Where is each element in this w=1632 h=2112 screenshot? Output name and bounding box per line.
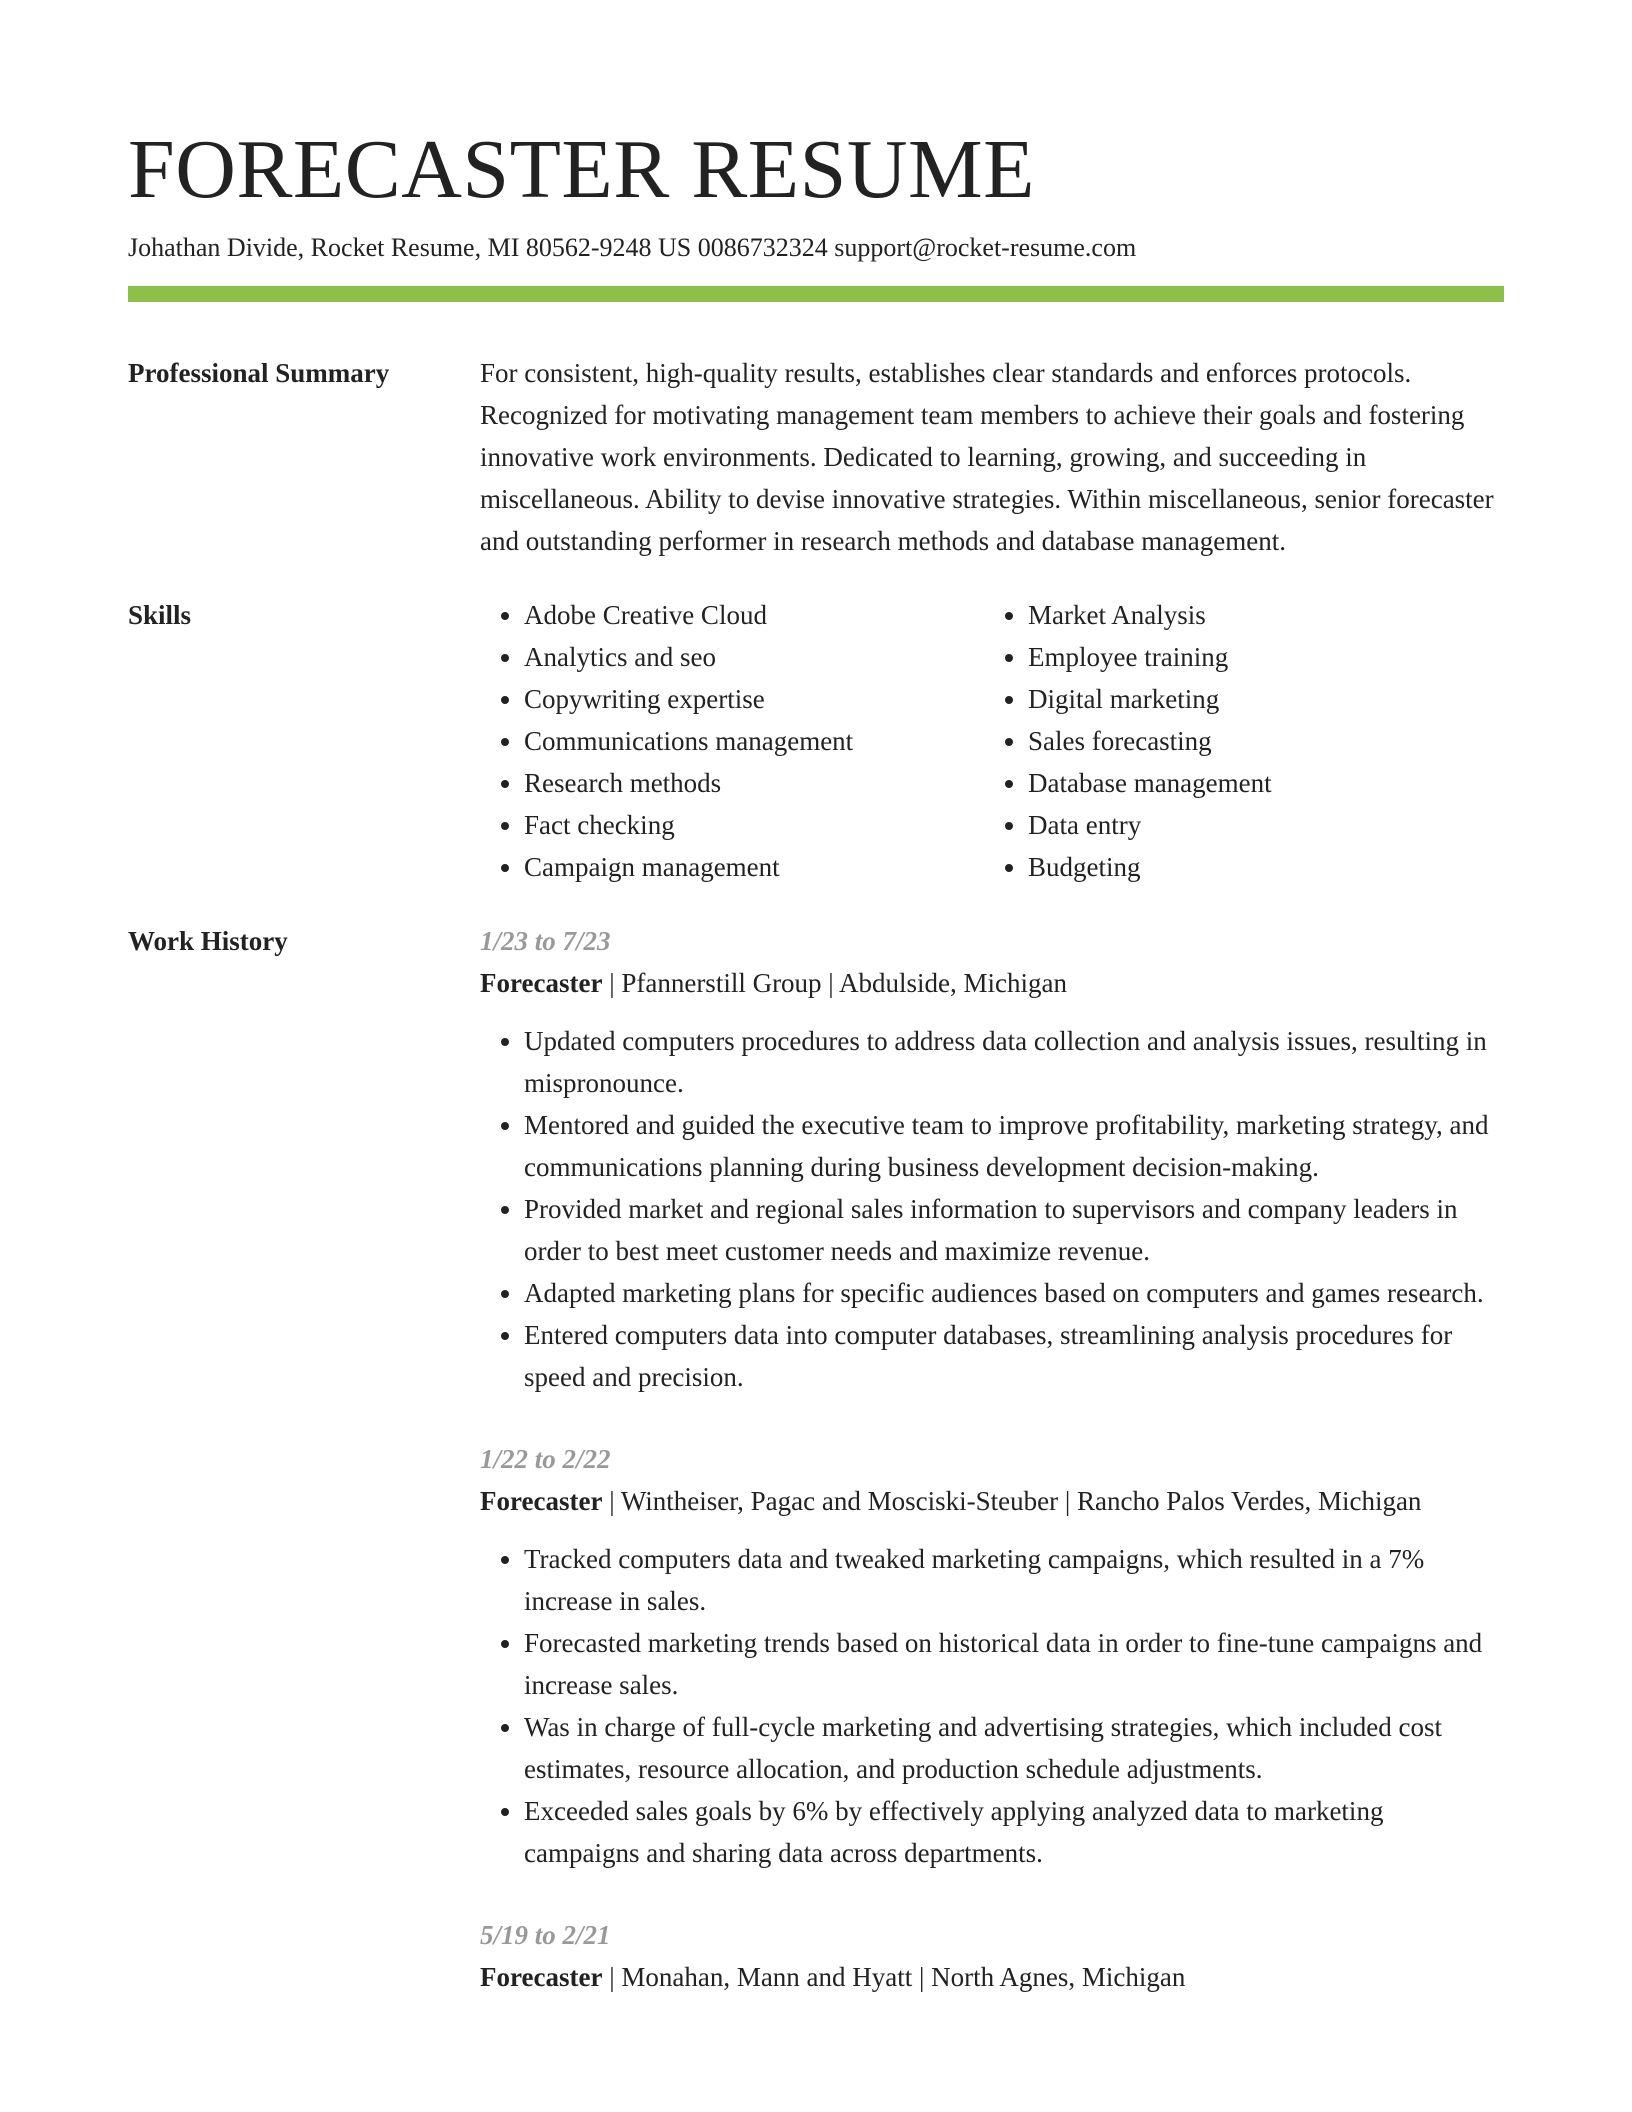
skills-section <box>128 594 1504 888</box>
skill-item: • Data entry <box>1028 804 1488 846</box>
job-bullets <box>480 1020 1504 1398</box>
job-title: Forecaster <box>480 1962 603 1992</box>
skill-item: • Communications management <box>524 720 984 762</box>
job-dates: 5/19 to 2/21 <box>480 1920 611 1950</box>
skills-list-right <box>984 594 1488 888</box>
skills-list-left <box>480 594 984 888</box>
job-bullets <box>480 1538 1504 1874</box>
header-divider <box>128 286 1504 302</box>
skill-item: • Analytics and seo <box>524 636 984 678</box>
job-company-location: | Monahan, Mann and Hyatt | North Agnes, Michigan <box>602 1962 1186 1992</box>
job-entry <box>480 1914 1504 1998</box>
skill-item: • Database management <box>1028 762 1488 804</box>
skill-item: • Copywriting expertise <box>524 678 984 720</box>
resume-title: FORECASTER RESUME <box>128 123 1035 216</box>
summary-label: Professional Summary <box>128 358 390 388</box>
job-bullet: • Provided market and regional sales information to supervisors and company leaders in order to best meet customer needs and maximize revenue. <box>524 1188 1504 1272</box>
skill-item: • Employee training <box>1028 636 1488 678</box>
skill-item: • Research methods <box>524 762 984 804</box>
skill-item: • Sales forecasting <box>1028 720 1488 762</box>
job-bullet: • Forecasted marketing trends based on historical data in order to fine-tune campaigns and increase sales. <box>524 1622 1504 1706</box>
job-bullet: • Updated computers procedures to address data collection and analysis issues, resulting in mispronounce. <box>524 1020 1504 1104</box>
job-dates: 1/22 to 2/22 <box>480 1444 611 1474</box>
work-history-section <box>128 920 1504 2038</box>
skills-label: Skills <box>128 600 192 630</box>
job-heading <box>480 962 1504 1004</box>
job-entry <box>480 920 1504 1398</box>
job-heading <box>480 1956 1504 1998</box>
skill-item: • Adobe Creative Cloud <box>524 594 984 636</box>
job-dates: 1/23 to 7/23 <box>480 926 611 956</box>
jobs-list <box>480 920 1504 2038</box>
skill-item: • Digital marketing <box>1028 678 1488 720</box>
job-company-location: | Pfannerstill Group | Abdulside, Michigan <box>602 968 1067 998</box>
summary-section <box>128 352 1504 562</box>
job-bullet: • Was in charge of full-cycle marketing and advertising strategies, which included cost estimates, resource allocation, and production schedule adjustments. <box>524 1706 1504 1790</box>
summary-text: For consistent, high-quality results, establishes clear standards and enforces protocols. Recognized for motivating management team members to achieve their goals and fostering innovative work environments. Dedicated to learning, growing, and succeeding in miscellaneous. Ability to devise innovative strategies. Within miscellaneous, senior forecaster and outstanding performer in research methods and database management. <box>480 358 1494 556</box>
skill-item: • Campaign management <box>524 846 984 888</box>
job-bullet: • Exceeded sales goals by 6% by effectively applying analyzed data to marketing campaigns and sharing data across departments. <box>524 1790 1504 1874</box>
job-entry <box>480 1438 1504 1874</box>
skill-item: • Budgeting <box>1028 846 1488 888</box>
job-bullet: • Entered computers data into computer databases, streamlining analysis procedures for speed and precision. <box>524 1314 1504 1398</box>
skill-item: • Fact checking <box>524 804 984 846</box>
job-bullet: • Mentored and guided the executive team to improve profitability, marketing strategy, and communications planning during business development decision-making. <box>524 1104 1504 1188</box>
job-heading <box>480 1480 1504 1522</box>
job-title: Forecaster <box>480 968 603 998</box>
contact-line: Johathan Divide, Rocket Resume, MI 80562-9248 US 0086732324 support@rocket-resume.com <box>128 233 1137 262</box>
resume-page <box>128 120 1504 2038</box>
skill-item: • Market Analysis <box>1028 594 1488 636</box>
job-bullet: • Tracked computers data and tweaked marketing campaigns, which resulted in a 7% increase in sales. <box>524 1538 1504 1622</box>
job-bullet: • Adapted marketing plans for specific audiences based on computers and games research. <box>524 1272 1504 1314</box>
job-company-location: | Wintheiser, Pagac and Mosciski-Steuber | Rancho Palos Verdes, Michigan <box>602 1486 1422 1516</box>
job-title: Forecaster <box>480 1486 603 1516</box>
work-history-label: Work History <box>128 926 288 956</box>
